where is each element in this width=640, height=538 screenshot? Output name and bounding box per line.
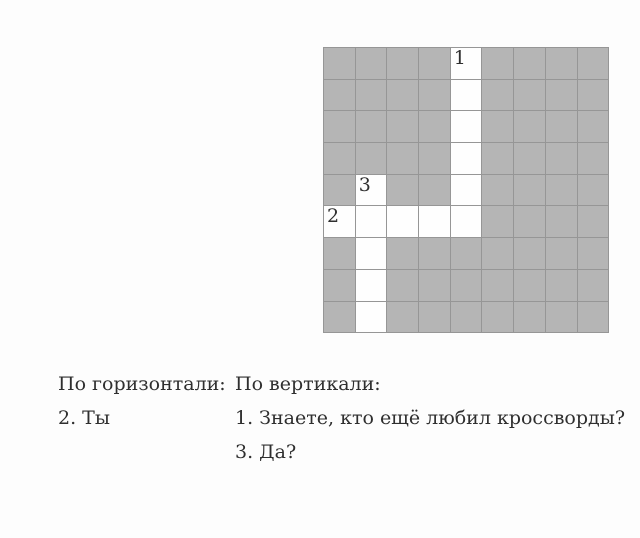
grid-cell-blocked bbox=[324, 80, 355, 111]
across-clues-column bbox=[58, 367, 226, 435]
grid-cell-blocked bbox=[451, 302, 482, 333]
grid-cell-blocked bbox=[578, 238, 609, 269]
grid-cell-blocked bbox=[324, 270, 355, 301]
grid-cell-blocked bbox=[356, 48, 387, 79]
grid-cell-blocked bbox=[578, 206, 609, 237]
grid-cell-blocked bbox=[451, 238, 482, 269]
grid-cell-blocked bbox=[387, 111, 418, 142]
grid-cell-open[interactable] bbox=[356, 302, 387, 333]
grid-cell-blocked bbox=[514, 175, 545, 206]
grid-cell-blocked bbox=[419, 270, 450, 301]
grid-cell-blocked bbox=[387, 238, 418, 269]
grid-cell-open[interactable] bbox=[356, 270, 387, 301]
grid-cell-blocked bbox=[546, 206, 577, 237]
grid-cell-open[interactable] bbox=[356, 238, 387, 269]
grid-cell-blocked bbox=[387, 270, 418, 301]
grid-cell-blocked bbox=[387, 80, 418, 111]
grid-cell-blocked bbox=[482, 302, 513, 333]
grid-cell-blocked bbox=[578, 270, 609, 301]
grid-cell-blocked bbox=[482, 238, 513, 269]
grid-cell-blocked bbox=[451, 270, 482, 301]
grid-cell-blocked bbox=[514, 238, 545, 269]
grid-cell-blocked bbox=[546, 238, 577, 269]
grid-cell-open[interactable] bbox=[419, 206, 450, 237]
crossword-grid bbox=[323, 47, 609, 333]
grid-cell-blocked bbox=[324, 143, 355, 174]
grid-cell-blocked bbox=[387, 48, 418, 79]
grid-cell-blocked bbox=[578, 143, 609, 174]
grid-cell-open[interactable] bbox=[451, 143, 482, 174]
grid-cell-blocked bbox=[387, 143, 418, 174]
grid-cell-blocked bbox=[356, 111, 387, 142]
grid-cell-open[interactable] bbox=[324, 206, 355, 237]
grid-cell-blocked bbox=[482, 143, 513, 174]
grid-cell-blocked bbox=[546, 143, 577, 174]
grid-cell-blocked bbox=[514, 80, 545, 111]
grid-cell-open[interactable] bbox=[451, 206, 482, 237]
grid-cell-blocked bbox=[514, 206, 545, 237]
grid-cell-blocked bbox=[514, 302, 545, 333]
grid-cell-open[interactable] bbox=[451, 111, 482, 142]
grid-cell-blocked bbox=[387, 175, 418, 206]
grid-cell-blocked bbox=[419, 238, 450, 269]
grid-cell-blocked bbox=[419, 111, 450, 142]
down-title: По вертикали: bbox=[235, 373, 381, 395]
grid-cell-blocked bbox=[356, 80, 387, 111]
grid-cell-blocked bbox=[324, 302, 355, 333]
grid-cell-open[interactable] bbox=[387, 206, 418, 237]
grid-cell-blocked bbox=[546, 175, 577, 206]
grid-cell-blocked bbox=[324, 111, 355, 142]
grid-cell-blocked bbox=[387, 302, 418, 333]
grid-cell-blocked bbox=[514, 48, 545, 79]
down-clue-3: 3. Да? bbox=[235, 441, 297, 463]
grid-cell-open[interactable] bbox=[451, 175, 482, 206]
grid-cell-blocked bbox=[482, 48, 513, 79]
grid-cell-blocked bbox=[482, 206, 513, 237]
grid-cell-open[interactable] bbox=[356, 206, 387, 237]
grid-cell-blocked bbox=[419, 143, 450, 174]
down-clues-column bbox=[235, 367, 625, 469]
grid-cell-blocked bbox=[482, 111, 513, 142]
cell-number: 3 bbox=[358, 173, 371, 196]
grid-cell-blocked bbox=[546, 270, 577, 301]
grid-cell-open[interactable] bbox=[451, 80, 482, 111]
cell-number: 2 bbox=[327, 205, 340, 228]
grid-cell-blocked bbox=[324, 175, 355, 206]
grid-cell-open[interactable] bbox=[451, 48, 482, 79]
grid-cell-blocked bbox=[514, 111, 545, 142]
down-clue-1: 1. Знаете, кто ещё любил кроссворды? bbox=[235, 407, 626, 429]
grid-cell-blocked bbox=[578, 80, 609, 111]
grid-cell-blocked bbox=[578, 48, 609, 79]
grid-cell-blocked bbox=[419, 302, 450, 333]
grid-cell-blocked bbox=[578, 302, 609, 333]
grid-cell-blocked bbox=[514, 143, 545, 174]
grid-cell-blocked bbox=[324, 238, 355, 269]
grid-cell-blocked bbox=[578, 111, 609, 142]
grid-cell-open[interactable] bbox=[356, 175, 387, 206]
across-clue-2: 2. Ты bbox=[58, 407, 110, 429]
grid-cell-blocked bbox=[578, 175, 609, 206]
grid-cell-blocked bbox=[482, 175, 513, 206]
grid-cell-blocked bbox=[482, 270, 513, 301]
grid-cell-blocked bbox=[546, 111, 577, 142]
grid-cell-blocked bbox=[546, 302, 577, 333]
across-title: По горизонтали: bbox=[58, 373, 226, 395]
grid-cell-blocked bbox=[546, 48, 577, 79]
grid-cell-blocked bbox=[482, 80, 513, 111]
grid-cell-blocked bbox=[324, 48, 355, 79]
grid-cell-blocked bbox=[514, 270, 545, 301]
grid-cell-blocked bbox=[546, 80, 577, 111]
grid-cell-blocked bbox=[419, 80, 450, 111]
grid-cell-blocked bbox=[419, 48, 450, 79]
grid-cell-blocked bbox=[419, 175, 450, 206]
grid-cell-blocked bbox=[356, 143, 387, 174]
cell-number: 1 bbox=[453, 47, 466, 69]
